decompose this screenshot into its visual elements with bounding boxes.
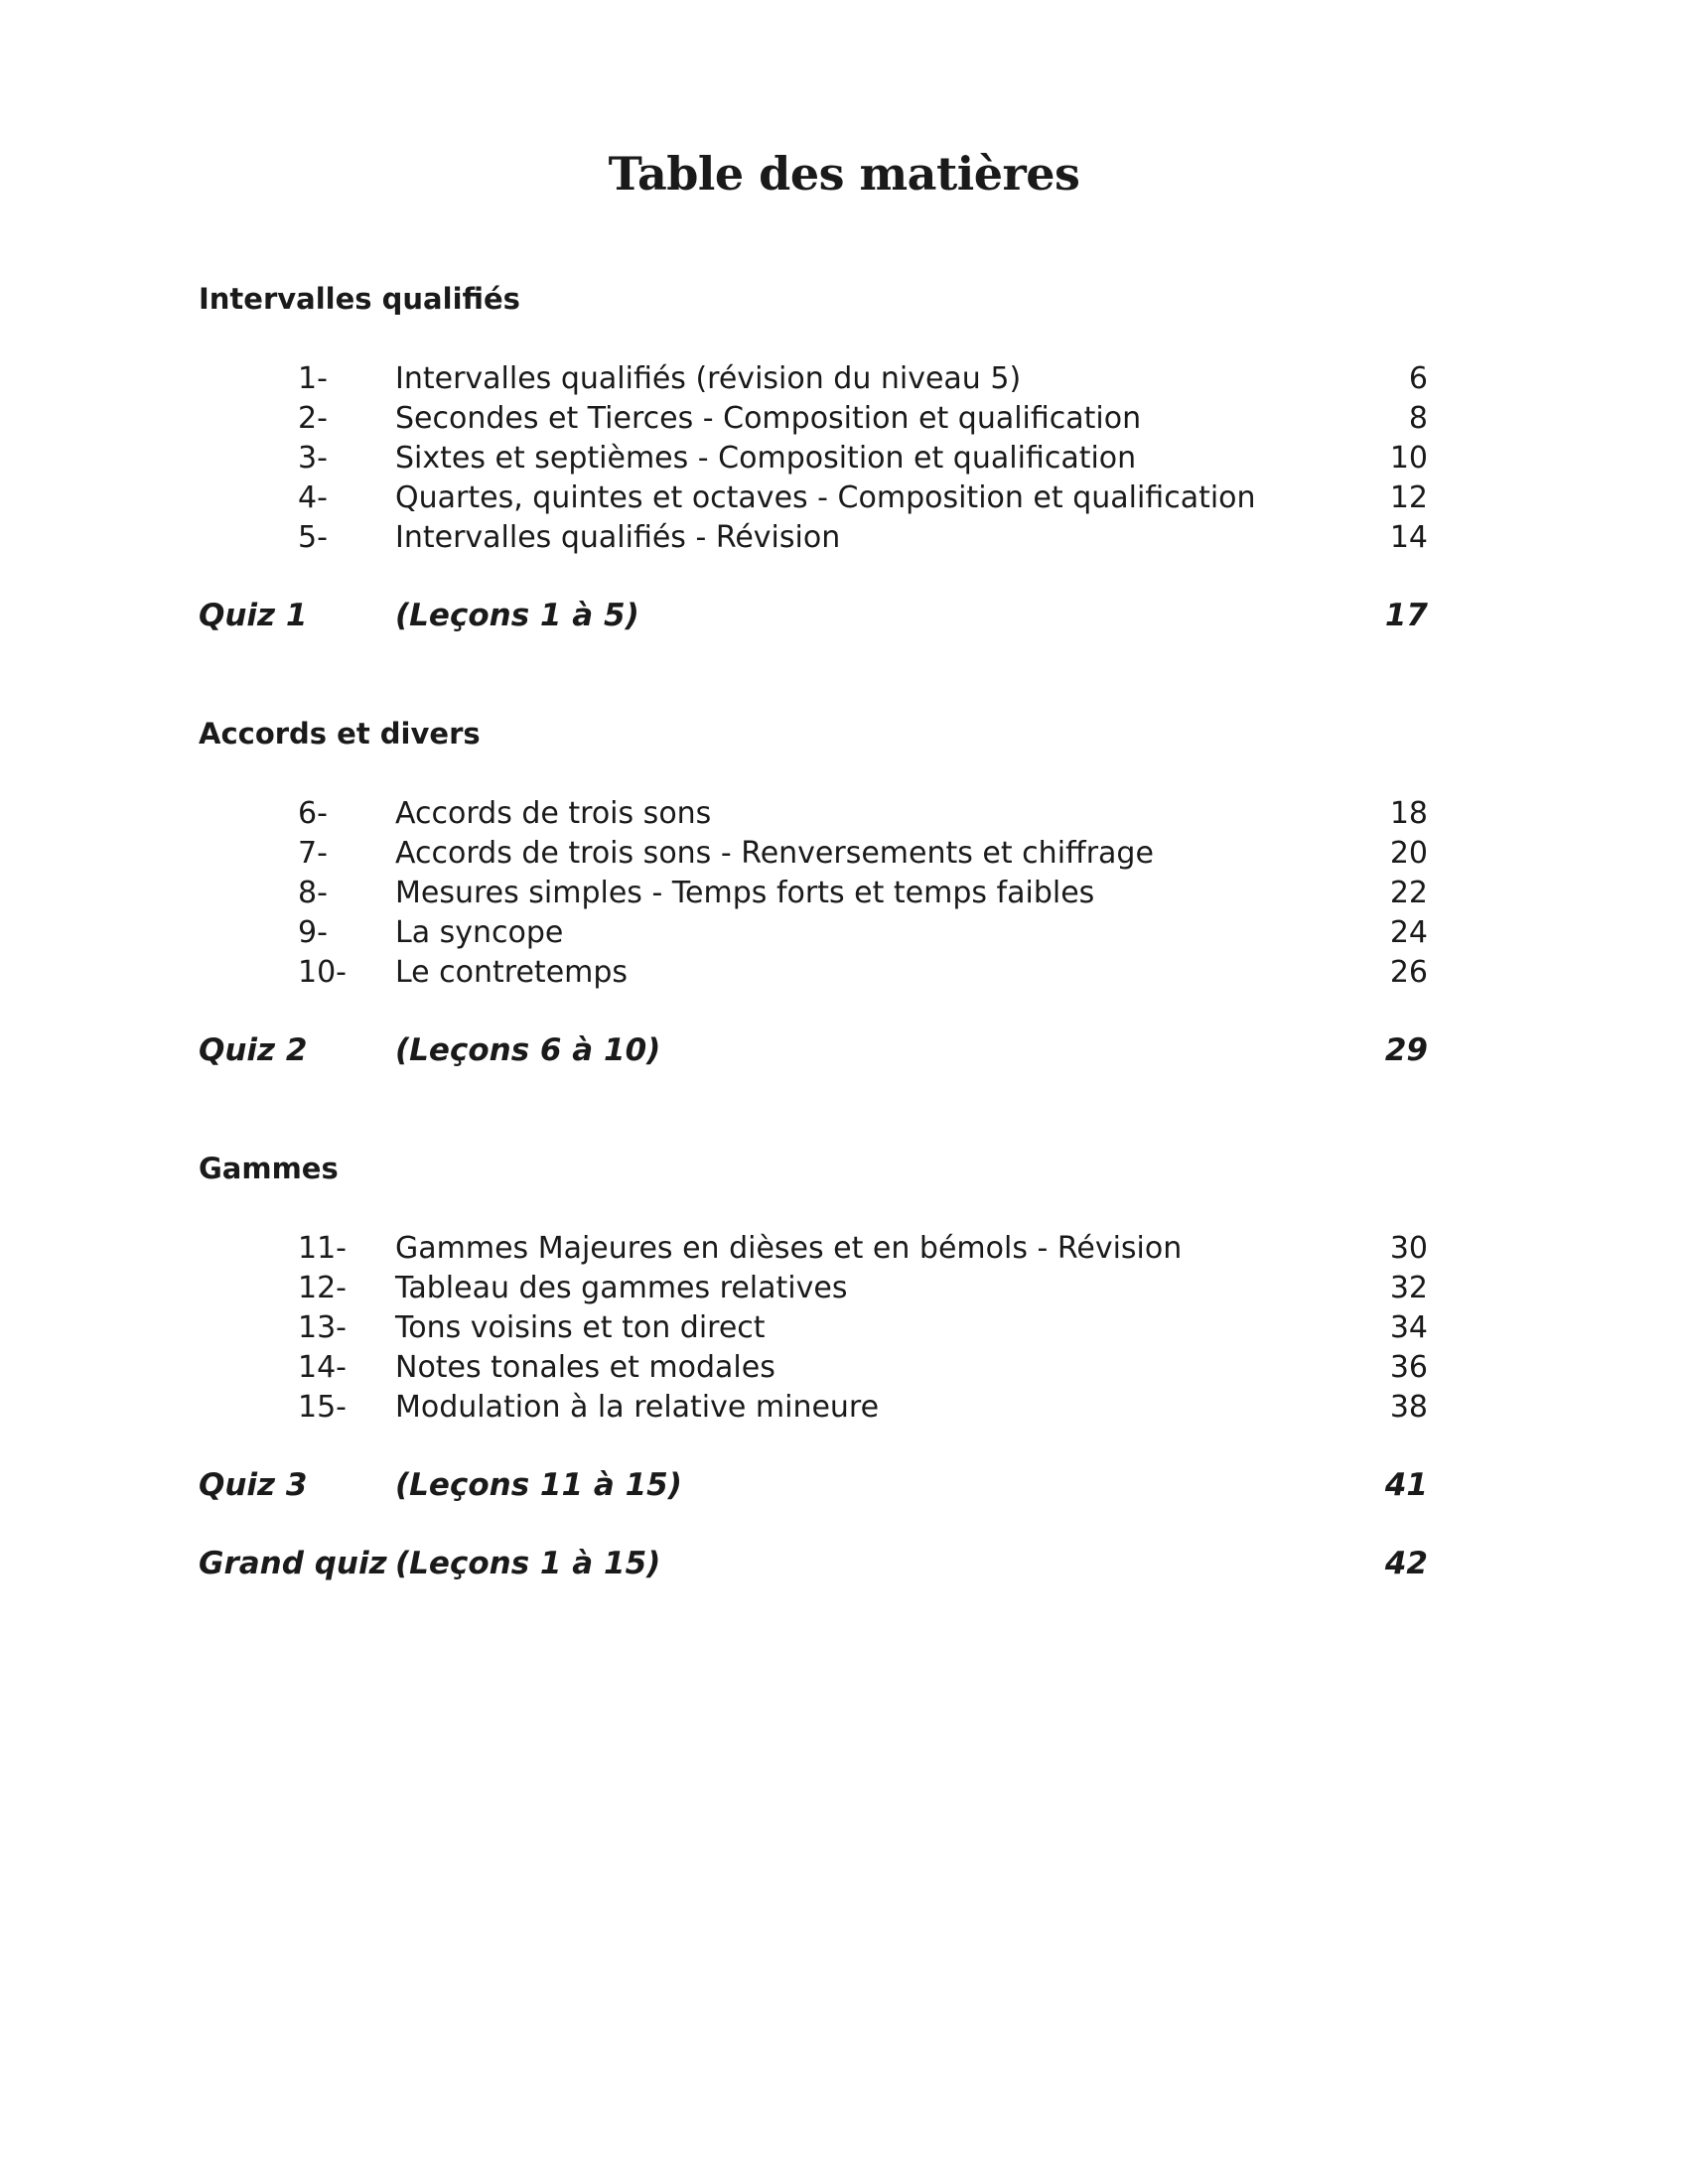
toc-row [0,834,1688,874]
lesson-page: 12 [1389,480,1428,515]
quiz-label: Quiz 2 [199,1032,308,1068]
quiz-label: Quiz 1 [199,598,308,633]
toc-row [0,478,1688,518]
lesson-number: 14- [298,1350,347,1385]
lesson-page: 24 [1389,915,1428,950]
lesson-title: Quartes, quintes et octaves - Composition et qualification [395,480,1256,515]
quiz-page: 17 [1384,598,1428,633]
section-heading-intervalles: Intervalles qualifiés [199,282,520,316]
lesson-number: 1- [298,361,328,396]
lesson-page: 6 [1408,361,1428,396]
lesson-number: 13- [298,1310,347,1345]
toc-row [0,518,1688,558]
quiz-row [0,594,1688,637]
toc-row [0,1308,1688,1348]
lesson-number: 9- [298,915,328,950]
lesson-title: La syncope [395,915,564,950]
toc-row [0,1229,1688,1269]
grand-quiz-row [0,1542,1688,1585]
lesson-page: 22 [1389,876,1428,910]
lesson-title: Accords de trois sons - Renversements et chiffrage [395,836,1154,871]
lesson-page: 34 [1389,1310,1428,1345]
lesson-number: 6- [298,796,328,831]
lesson-page: 18 [1389,796,1428,831]
quiz-range: (Leçons 11 à 15) [395,1467,682,1503]
lesson-page: 20 [1389,836,1428,871]
toc-row [0,913,1688,953]
quiz-label: Grand quiz [199,1546,387,1581]
toc-row [0,794,1688,834]
lesson-title: Le contretemps [395,955,629,990]
toc-row [0,953,1688,993]
lesson-title: Intervalles qualifiés (révision du niveau 5) [395,361,1022,396]
lesson-title: Notes tonales et modales [395,1350,775,1385]
toc-row [0,874,1688,913]
lesson-number: 2- [298,401,328,436]
lesson-title: Secondes et Tierces - Composition et qualification [395,401,1142,436]
lesson-page: 30 [1389,1231,1428,1266]
lesson-title: Mesures simples - Temps forts et temps faibles [395,876,1095,910]
lesson-number: 4- [298,480,328,515]
toc-row [0,399,1688,439]
lesson-title: Gammes Majeures en dièses et en bémols - Révision [395,1231,1183,1266]
lesson-number: 15- [298,1390,347,1425]
section-heading-gammes: Gammes [199,1152,339,1185]
lesson-number: 7- [298,836,328,871]
quiz-label: Quiz 3 [199,1467,308,1503]
lesson-number: 8- [298,876,328,910]
lesson-number: 11- [298,1231,347,1266]
quiz-page: 42 [1384,1546,1428,1581]
lesson-title: Modulation à la relative mineure [395,1390,880,1425]
lesson-title: Tons voisins et ton direct [395,1310,766,1345]
lesson-page: 10 [1389,441,1428,476]
toc-row [0,1388,1688,1428]
quiz-page: 29 [1384,1032,1428,1068]
lesson-page: 32 [1389,1271,1428,1305]
quiz-range: (Leçons 1 à 5) [395,598,639,633]
page-title: Table des matières [608,147,1080,201]
lesson-page: 14 [1389,520,1428,555]
quiz-row [0,1028,1688,1072]
toc-row [0,439,1688,478]
quiz-range: (Leçons 6 à 10) [395,1032,661,1068]
toc-row [0,359,1688,399]
section-heading-accords: Accords et divers [199,717,481,751]
lesson-page: 26 [1389,955,1428,990]
lesson-page: 8 [1408,401,1428,436]
lesson-number: 10- [298,955,347,990]
lesson-page: 36 [1389,1350,1428,1385]
lesson-title: Tableau des gammes relatives [395,1271,848,1305]
lesson-number: 5- [298,520,328,555]
lesson-title: Intervalles qualifiés - Révision [395,520,841,555]
lesson-title: Sixtes et septièmes - Composition et qualification [395,441,1137,476]
lesson-number: 12- [298,1271,347,1305]
quiz-range: (Leçons 1 à 15) [395,1546,661,1581]
lesson-number: 3- [298,441,328,476]
lesson-title: Accords de trois sons [395,796,712,831]
quiz-row [0,1463,1688,1507]
toc-row [0,1348,1688,1388]
lesson-page: 38 [1389,1390,1428,1425]
quiz-page: 41 [1384,1467,1428,1503]
toc-row [0,1269,1688,1308]
